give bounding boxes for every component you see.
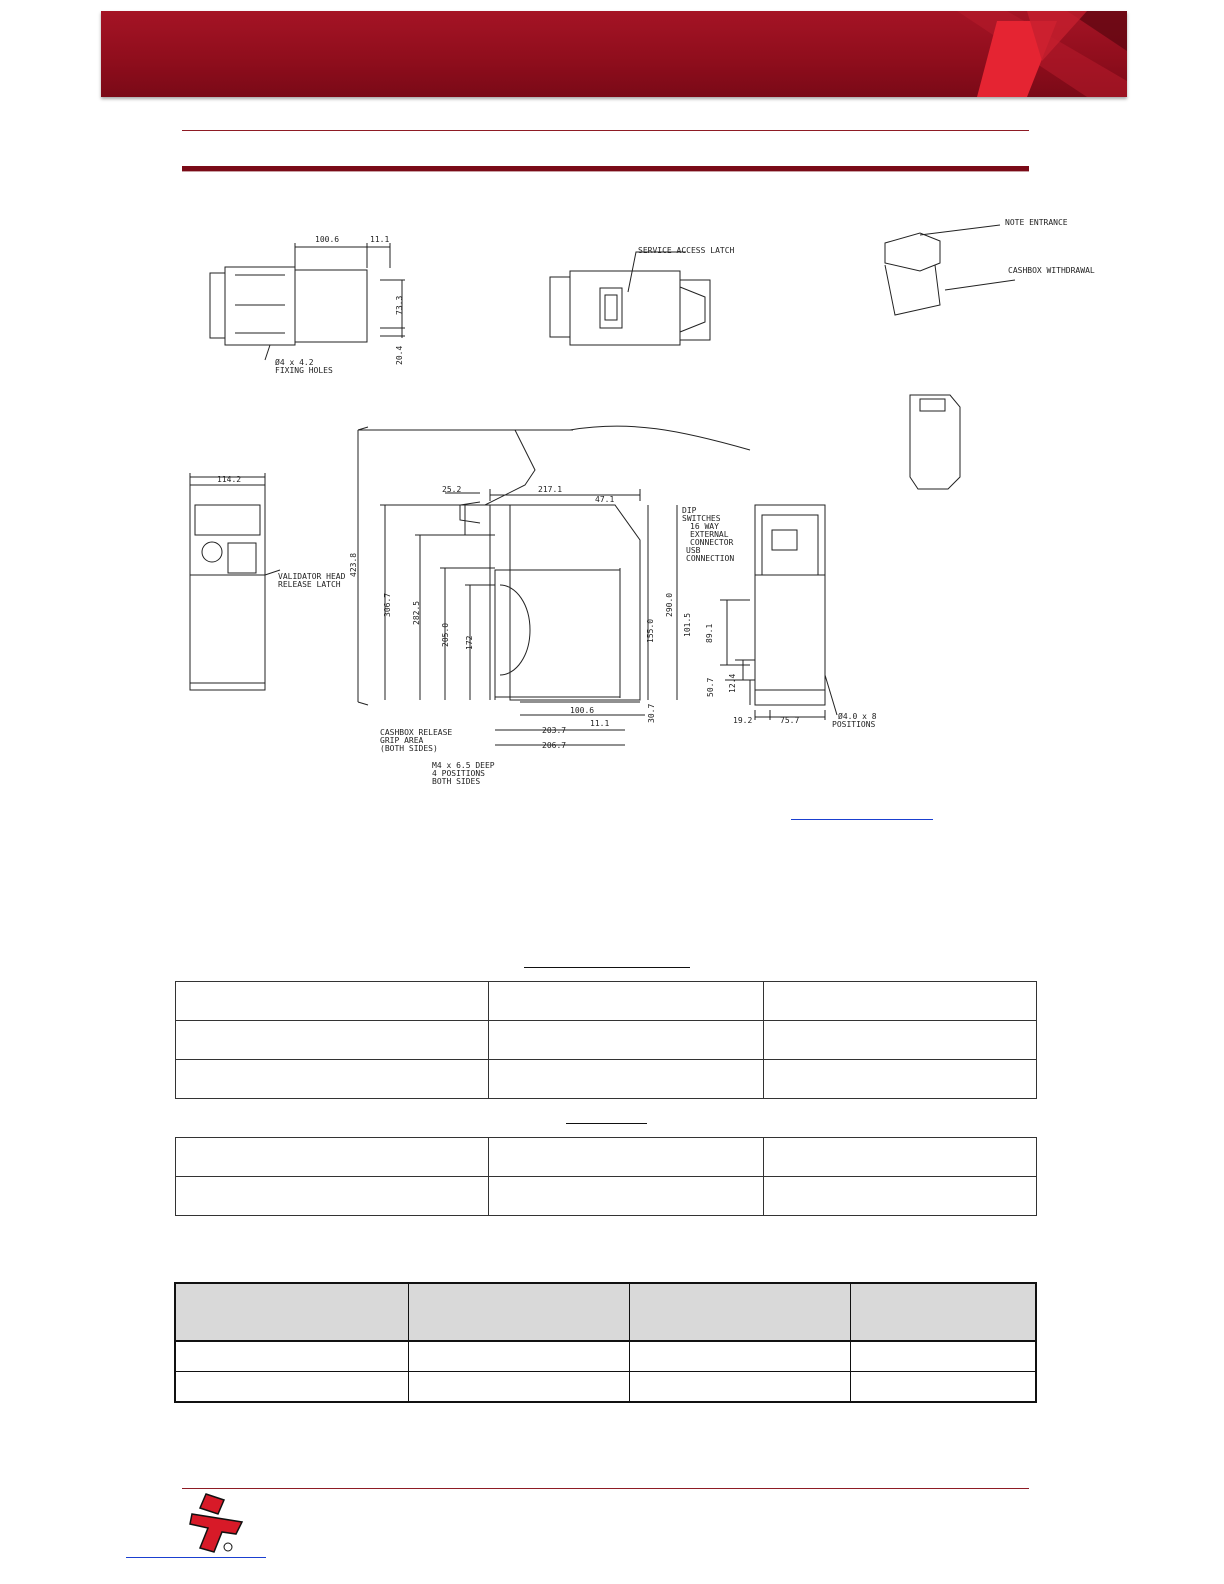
dim-12-4: 12.4 (728, 673, 737, 693)
table-cell (764, 1021, 1037, 1060)
spec-table-3 (174, 1282, 1037, 1403)
front-view-bl (190, 485, 265, 690)
table-cell (851, 1341, 1037, 1372)
cashbox-side (495, 570, 620, 697)
usb-label-1: USB (686, 546, 701, 555)
head-body-tm (570, 271, 680, 345)
table-cell (851, 1372, 1037, 1403)
holes8-label-1: Ø4.0 x 8 (838, 712, 877, 721)
table-cell (176, 1021, 489, 1060)
spec-table-2 (175, 1137, 1037, 1216)
table-row (176, 1021, 1037, 1060)
hyperlink-underline[interactable] (791, 819, 933, 820)
holes8-label-2: POSITIONS (832, 720, 876, 729)
dim-50-7: 50.7 (706, 677, 715, 697)
cashbox-release-label-1: CASHBOX RELEASE (380, 728, 453, 737)
cashbox-release-label-2: GRIP AREA (380, 736, 424, 745)
table-cell (176, 1177, 489, 1216)
dip-label-1: DIP (682, 506, 697, 515)
innovative-technology-logo-icon (188, 1492, 248, 1554)
table-cell (409, 1341, 630, 1372)
dim-217-1: 217.1 (538, 485, 563, 494)
cashbox-body-tl (295, 270, 367, 342)
table-cell (764, 1138, 1037, 1177)
front-bezel-tl (210, 273, 225, 338)
rear-view-br (755, 505, 825, 705)
table-cell (764, 982, 1037, 1021)
front-bezel-tm (550, 277, 570, 337)
table-cell (489, 1060, 764, 1099)
dim-203-7: 203.7 (542, 726, 567, 735)
table-cell (489, 1177, 764, 1216)
dim-100-6-top: 100.6 (315, 235, 340, 244)
dim-206-7: 206.7 (542, 741, 567, 750)
header-banner (101, 11, 1127, 97)
dim-75-7: 75.7 (780, 716, 800, 725)
header-rule-thin (182, 130, 1029, 131)
validator-latch-label-2: RELEASE LATCH (278, 580, 341, 589)
dim-19-2: 19.2 (733, 716, 753, 725)
table-row (176, 1138, 1037, 1177)
usb-label-2: CONNECTION (686, 554, 735, 563)
dim-172: 172 (465, 635, 474, 650)
m4-label-2: 4 POSITIONS (432, 769, 485, 778)
m4-label-3: BOTH SIDES (432, 777, 481, 786)
table-cell (175, 1372, 409, 1403)
spec-table-1 (175, 981, 1037, 1099)
validator-latch-label-1: VALIDATOR HEAD (278, 572, 346, 581)
dim-47-1: 47.1 (595, 495, 615, 504)
dim-11-1-top: 11.1 (370, 235, 390, 244)
dim-25-2: 25.2 (442, 485, 462, 494)
iso-view-2 (910, 395, 960, 489)
table-cell (409, 1372, 630, 1403)
dim-101-5: 101.5 (683, 612, 692, 637)
table-header-row (175, 1283, 1036, 1341)
cashbox-release-label-3: (BOTH SIDES) (380, 744, 438, 753)
footer-rule (182, 1488, 1029, 1489)
technical-drawing (180, 205, 1110, 805)
way16-label-2: EXTERNAL (690, 530, 729, 539)
table-cell (176, 1060, 489, 1099)
table-cell (489, 1021, 764, 1060)
footer-link-underline[interactable] (126, 1557, 266, 1558)
table-row (176, 982, 1037, 1021)
dim-290-0: 290.0 (665, 592, 674, 617)
table-cell (764, 1060, 1037, 1099)
table-row (176, 1060, 1037, 1099)
dimension-drawing (180, 205, 1110, 805)
table-cell (176, 982, 489, 1021)
dim-100-6-bot: 100.6 (570, 706, 595, 715)
dim-205-0: 205.0 (441, 622, 450, 647)
dim-114-2: 114.2 (217, 475, 242, 484)
service-latch-label: SERVICE ACCESS LATCH (638, 246, 735, 255)
table-cell (175, 1341, 409, 1372)
banner-x-graphic (827, 11, 1127, 97)
dim-282-5: 282.5 (412, 600, 421, 625)
table-cell (630, 1372, 851, 1403)
header-rule-thick (182, 166, 1029, 172)
fixing-holes-label: FIXING HOLES (275, 366, 333, 375)
dim-30-7: 30.7 (647, 703, 656, 723)
dim-89-1: 89.1 (705, 623, 714, 643)
iso-view-1 (885, 233, 940, 271)
way16-label-1: 16 WAY (690, 522, 719, 531)
m4-label-1: M4 x 6.5 DEEP (432, 761, 495, 770)
cashbox-withdrawal-label: CASHBOX WITHDRAWAL (1008, 266, 1095, 275)
dim-11-1-bot: 11.1 (590, 719, 610, 728)
way16-label-3: CONNECTOR (690, 538, 734, 547)
table-cell (630, 1341, 851, 1372)
table-cell (489, 1138, 764, 1177)
table-cell (489, 982, 764, 1021)
dim-423-8: 423.8 (349, 552, 358, 577)
dip-label-2: SWITCHES (682, 514, 721, 523)
table-header-cell (175, 1283, 409, 1341)
table-cell (764, 1177, 1037, 1216)
dim-155-0: 155.0 (646, 618, 655, 643)
table1-caption-underline (524, 967, 690, 968)
table-header-cell (630, 1283, 851, 1341)
note-entrance-label: NOTE ENTRANCE (1005, 218, 1068, 227)
dim-306-7: 306.7 (383, 592, 392, 617)
table-row (175, 1341, 1036, 1372)
table-cell (176, 1138, 489, 1177)
table-header-cell (409, 1283, 630, 1341)
dim-73-3: 73.3 (395, 295, 404, 315)
table-row (175, 1372, 1036, 1403)
table2-caption-underline (566, 1123, 647, 1124)
fixing-holes-size: Ø4 x 4.2 (275, 358, 314, 367)
dim-20-4: 20.4 (395, 345, 404, 365)
table-header-cell (851, 1283, 1037, 1341)
table-row (176, 1177, 1037, 1216)
